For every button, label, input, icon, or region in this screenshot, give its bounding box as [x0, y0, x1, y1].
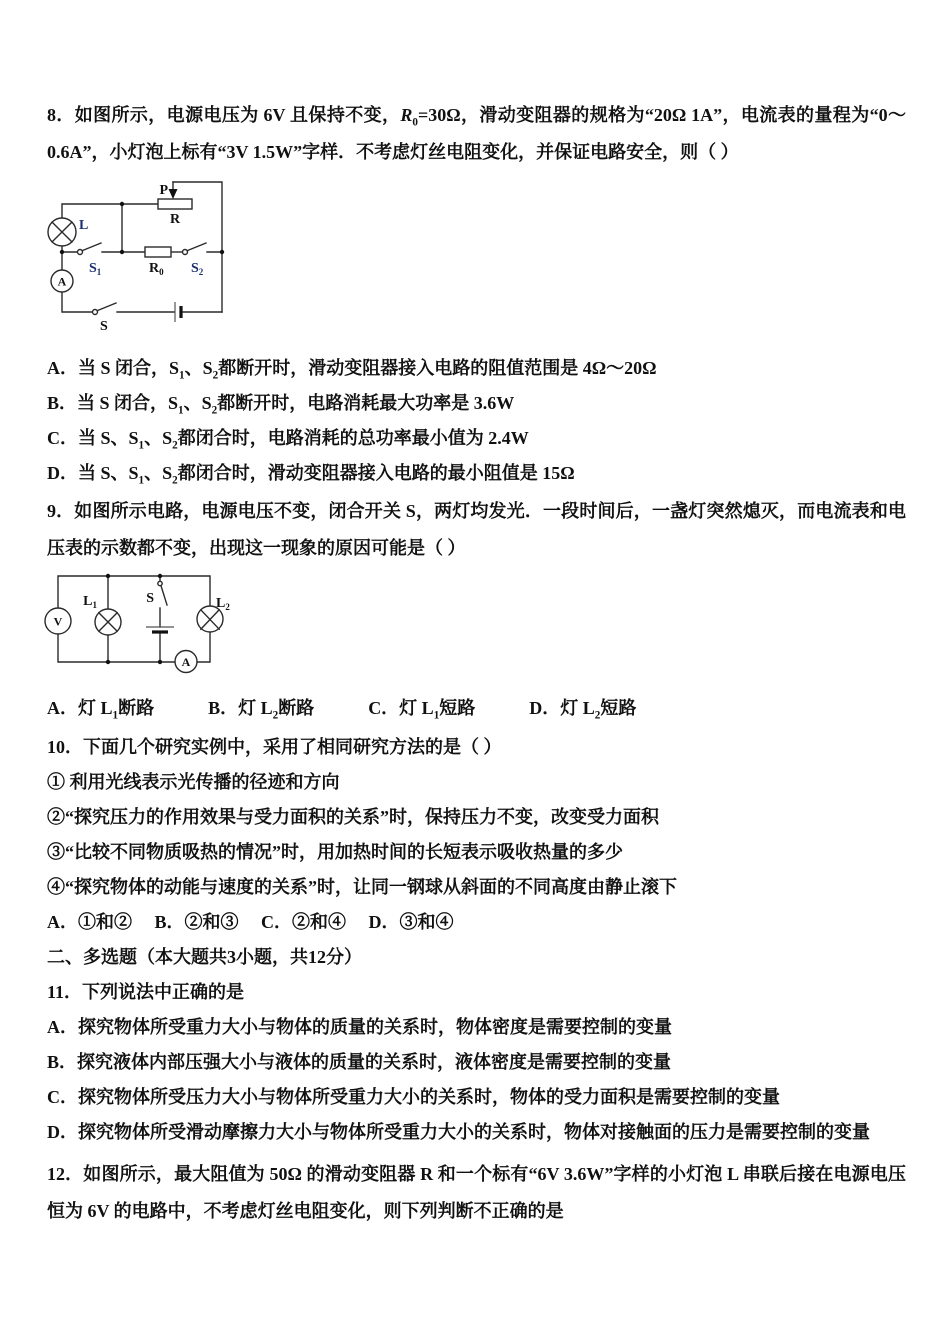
circuit-figure-q8 — [45, 177, 906, 339]
q10-item-4: ④“探究物体的动能与速度的关系”时，让同一钢球从斜面的不同高度由静止滚下 — [47, 877, 677, 897]
q8-option-a: A．当 S 闭合，$S_1$、$S_2$都断开时，滑动变阻器接入电路的阻值范围是 4Ω～20Ω — [47, 358, 657, 382]
label-l: L — [79, 218, 89, 233]
label-r0: $R_0$ — [149, 261, 164, 277]
q10-item-2: ②“探究压力的作用效果与受力面积的关系”时，保持压力不变，改变受力面积 — [47, 807, 659, 827]
ammeter-icon — [51, 270, 73, 292]
switch-s-icon — [158, 581, 167, 605]
q8-option-b: B．当 S 闭合，$S_1$、$S_2$都断开时，电路消耗最大功率是 3.6W — [47, 393, 515, 417]
label-s2: $S_2$ — [191, 261, 204, 277]
label-s: S — [146, 591, 154, 606]
label-l1: $L_1$ — [83, 594, 97, 610]
label-p: P — [159, 183, 168, 198]
lamp-l-icon — [48, 218, 76, 246]
q11-option-a: A．探究物体所受重力大小与物体的质量的关系时，物体密度是需要控制的变量 — [47, 1017, 672, 1037]
ammeter-icon — [175, 651, 197, 673]
circuit-diagram-q8 — [45, 177, 237, 339]
label-l2: $L_2$ — [216, 596, 230, 612]
question-12-stem: 12．如图所示，最大阻值为 50Ω 的滑动变阻器 R 和一个标有“6V 3.6W”字样的小灯泡 L 串联后接在电源电压恒为 6V 的电路中，不考虑灯丝电阻变化，则下列判断不正确的是 — [47, 1164, 906, 1221]
svg-text:A: A — [181, 655, 191, 669]
switch-s1-icon — [78, 243, 102, 255]
battery-icon — [146, 627, 174, 632]
q9-options-row: A．灯 $L_1$断路 B．灯 $L_2$断路 C．灯 $L_1$短路 D．灯 $L_2$短路 — [47, 698, 637, 722]
resistor-r0-icon — [145, 247, 171, 257]
svg-text:A: A — [57, 274, 67, 289]
q10-options-row: A．①和② B．②和③ C．②和④ D．③和④ — [47, 912, 454, 932]
section-2-header: 二、多选题（本大题共3小题，共12分） — [47, 947, 362, 967]
label-s: S — [100, 319, 108, 334]
q10-item-3: ③“比较不同物质吸热的情况”时，用加热时间的长短表示吸收热量的多少 — [47, 842, 623, 862]
circuit-diagram-q9 — [40, 571, 230, 675]
label-r: R — [169, 212, 181, 227]
label-s1: $S_1$ — [89, 261, 102, 277]
voltmeter-icon — [45, 608, 71, 634]
circuit-figure-q9 — [40, 571, 906, 675]
svg-text:V: V — [53, 614, 63, 629]
question-8-stem: 8．如图所示，电源电压为 6V 且保持不变，$R_0=30\Omega$，滑动变阻器的规格为“20Ω 1A”，电流表的量程为“0～0.6A”，小灯泡上标有“3V 1.5W”字样．不考虑灯丝电阻变化，并保证电路安全，则（ ） — [47, 105, 906, 162]
q11-option-c: C．探究物体所受压力大小与物体所受重力大小的关系时，物体的受力面积是需要控制的变量 — [47, 1087, 780, 1107]
q11-option-d: D．探究物体所受滑动摩擦力大小与物体所受重力大小的关系时，物体对接触面的压力是需要控制的变量 — [47, 1122, 870, 1142]
lamp-l1-icon — [95, 609, 121, 635]
q11-option-b: B．探究液体内部压强大小与液体的质量的关系时，液体密度是需要控制的变量 — [47, 1052, 672, 1072]
q10-item-1: ① 利用光线表示光传播的径迹和方向 — [47, 772, 340, 792]
q8-option-c: C．当 S、$S_1$、$S_2$都闭合时，电路消耗的总功率最小值为 2.4W — [47, 428, 529, 452]
question-10-stem: 10．下面几个研究实例中，采用了相同研究方法的是（ ） — [47, 737, 502, 757]
switch-s-icon — [93, 303, 117, 315]
battery-icon — [175, 302, 181, 322]
question-9-stem: 9．如图所示电路，电源电压不变，闭合开关 S，两灯均发光．一段时间后，一盏灯突然熄灭，而电流表和电压表的示数都不变，出现这一现象的原因可能是（ ） — [47, 501, 906, 558]
circuit-wires — [58, 576, 210, 662]
switch-s2-icon — [183, 243, 207, 255]
q8-option-d: D．当 S、$S_1$、$S_2$都闭合时，滑动变阻器接入电路的最小阻值是 15Ω — [47, 463, 575, 487]
question-11-stem: 11．下列说法中正确的是 — [47, 982, 245, 1002]
